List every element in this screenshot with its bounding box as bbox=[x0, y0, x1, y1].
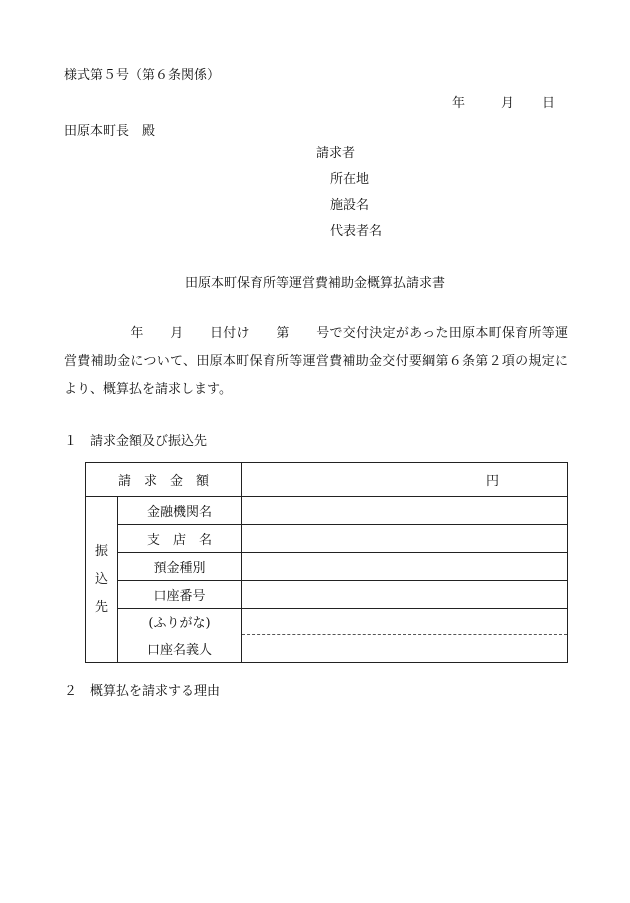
transfer-destination-label bbox=[86, 497, 118, 663]
date-year-label: 年 bbox=[451, 96, 465, 111]
applicant-label: 請求者 bbox=[316, 146, 356, 161]
payment-request-table bbox=[85, 462, 568, 663]
bank-name-label: 金融機関名 bbox=[118, 497, 242, 525]
deposit-type-label: 預金種別 bbox=[118, 553, 242, 581]
date-month-label: 月 bbox=[500, 96, 514, 111]
addressee: 田原本町長 殿 bbox=[64, 124, 156, 139]
transfer-char-1: 振 bbox=[94, 543, 108, 559]
furigana-row bbox=[86, 609, 568, 635]
account-number-row bbox=[86, 581, 568, 609]
transfer-char-2: 込 bbox=[94, 571, 108, 587]
applicant-facility-label: 施設名 bbox=[330, 198, 370, 213]
furigana-label: (ふりがな) bbox=[118, 609, 242, 635]
account-number-value bbox=[242, 581, 568, 609]
bank-name-row bbox=[86, 497, 568, 525]
branch-name-label: 支 店 名 bbox=[118, 525, 242, 553]
account-holder-label: 口座名義人 bbox=[118, 635, 242, 663]
amount-label-cell: 請 求 金 額 bbox=[86, 463, 242, 497]
applicant-address-label: 所在地 bbox=[330, 172, 370, 187]
transfer-char-3: 先 bbox=[94, 599, 108, 615]
date-line bbox=[452, 96, 555, 112]
bank-name-value bbox=[242, 497, 568, 525]
amount-value-cell bbox=[242, 463, 568, 497]
deposit-type-value bbox=[242, 553, 568, 581]
furigana-value bbox=[242, 609, 568, 635]
form-number: 様式第５号（第６条関係） bbox=[64, 68, 221, 83]
yen-unit: 円 bbox=[485, 474, 499, 489]
account-holder-value bbox=[242, 635, 568, 663]
amount-row bbox=[86, 463, 568, 497]
date-day-label: 日 bbox=[541, 96, 555, 111]
branch-row bbox=[86, 525, 568, 553]
section-2-heading: ２ 概算払を請求する理由 bbox=[64, 684, 221, 699]
account-number-label: 口座番号 bbox=[118, 581, 242, 609]
request-body-text: 年 月 日付け 第 号で交付決定があった田原本町保育所等運営費補助金について、田原本町保育所等運営費補助金交付要綱第６条第２項の規定により、概算払を請求します。 bbox=[64, 326, 568, 397]
deposit-type-row bbox=[86, 553, 568, 581]
section-1-heading: １ 請求金額及び振込先 bbox=[64, 434, 208, 449]
applicant-representative-label: 代表者名 bbox=[330, 224, 383, 239]
document-title: 田原本町保育所等運営費補助金概算払請求書 bbox=[184, 276, 445, 291]
branch-name-value bbox=[242, 525, 568, 553]
account-holder-row bbox=[86, 635, 568, 663]
